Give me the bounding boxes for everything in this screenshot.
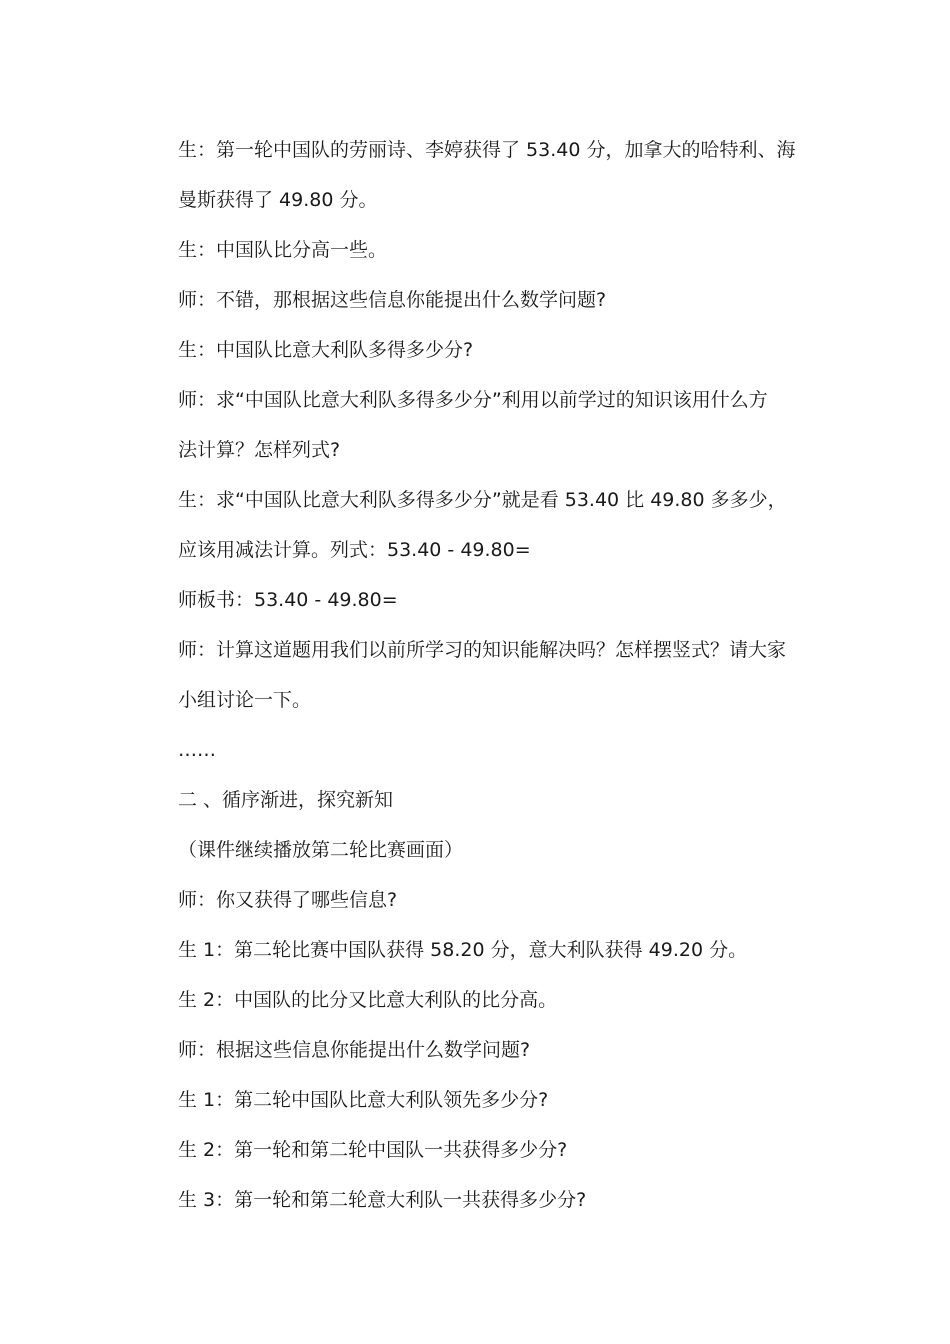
text-line: 师：不错，那根据这些信息你能提出什么数学问题?: [178, 289, 607, 311]
text-line: 应该用减法计算。列式：53.40 - 49.80=: [178, 539, 531, 561]
ellipsis-line: ……: [178, 739, 216, 761]
text-line: 生：第一轮中国队的劳丽诗、李婷获得了 53.40 分，加拿大的哈特利、海: [178, 139, 796, 161]
text-line: 师：求“中国队比意大利队多得多少分”利用以前学过的知识该用什么方: [178, 389, 768, 411]
text-line: 师板书：53.40 - 49.80=: [178, 589, 398, 611]
text-line: 生：求“中国队比意大利队多得多少分”就是看 53.40 比 49.80 多多少，: [178, 489, 787, 511]
text-line: 生 3：第一轮和第二轮意大利队一共获得多少分?: [178, 1189, 587, 1211]
text-line: 生 2：中国队的比分又比意大利队的比分高。: [178, 989, 558, 1011]
text-line: 小组讨论一下。: [178, 689, 312, 711]
text-line: 生 2：第一轮和第二轮中国队一共获得多少分?: [178, 1139, 568, 1161]
text-line: 生 1：第二轮中国队比意大利队领先多少分?: [178, 1089, 549, 1111]
text-line: 生：中国队比意大利队多得多少分?: [178, 339, 474, 361]
text-line: 生：中国队比分高一些。: [178, 239, 388, 261]
section-heading: 二 、循序渐进，探究新知: [178, 789, 394, 811]
text-line: 生 1：第二轮比赛中国队获得 58.20 分，意大利队获得 49.20 分。: [178, 939, 748, 961]
text-line: 师：你又获得了哪些信息?: [178, 889, 398, 911]
text-line: 师：计算这道题用我们以前所学习的知识能解决吗？怎样摆竖式？请大家: [178, 639, 787, 661]
text-line: （课件继续播放第二轮比赛画面）: [178, 839, 464, 861]
document-body: [178, 125, 818, 1225]
text-line: 法计算？怎样列式?: [178, 439, 341, 461]
text-line: 曼斯获得了 49.80 分。: [178, 189, 378, 211]
text-line: 师：根据这些信息你能提出什么数学问题?: [178, 1039, 531, 1061]
